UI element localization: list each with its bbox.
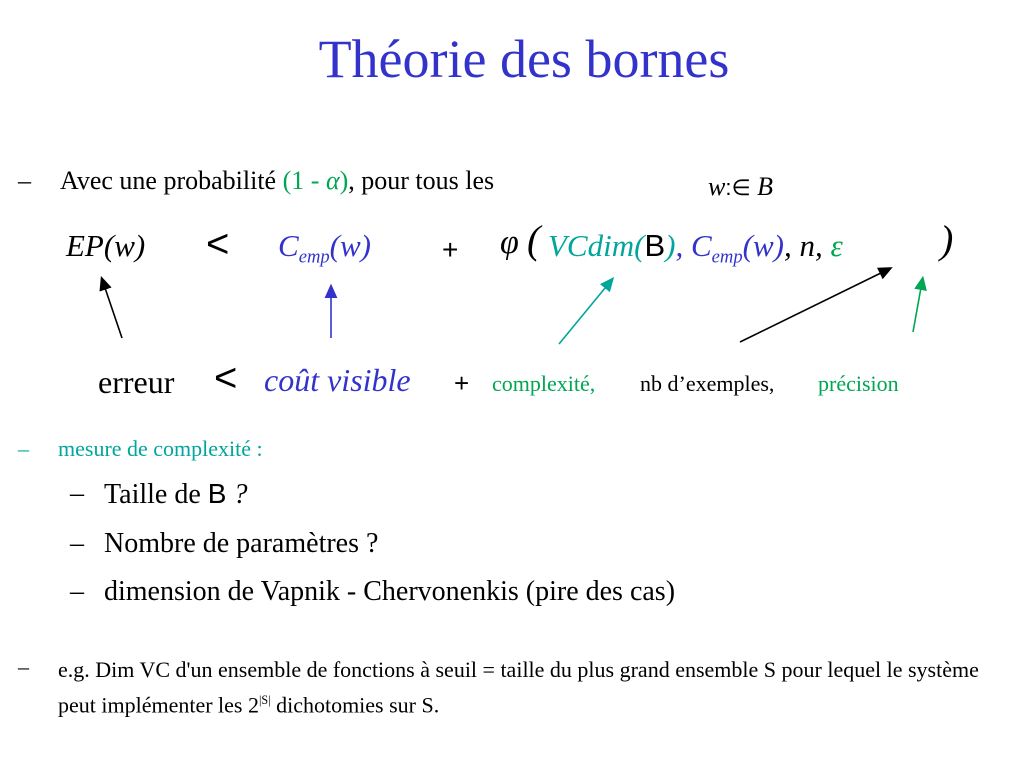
- comma: ,: [675, 228, 691, 263]
- nb-exemples-label: nb d’exemples,: [640, 371, 775, 396]
- phi-symbol: φ: [500, 224, 519, 261]
- ep-w: EP(w): [66, 228, 146, 263]
- vcdim-B: B: [644, 228, 666, 263]
- alpha-symbol: α: [325, 166, 340, 195]
- example-text: e.g. Dim VC d'un ensemble de fonctions à seuil = taille du plus grand ensemble S pour lequel le système peut implémenter les 2: [58, 657, 979, 718]
- bullet-example: [58, 654, 998, 720]
- bullet-dash: –: [18, 166, 31, 195]
- alpha-close: ): [339, 166, 349, 195]
- c-emp-w: [278, 228, 371, 269]
- paren-open: (: [527, 217, 541, 262]
- bullet-probability: [60, 166, 494, 196]
- precision-label: précision: [818, 371, 899, 396]
- subbullet-text: Taille de: [104, 479, 208, 510]
- B-symbol: B: [207, 478, 227, 509]
- w-arg: (w): [329, 228, 371, 263]
- question-mark: ?: [226, 479, 248, 510]
- bullet-complexity-measure: mesure de complexité :: [58, 436, 263, 461]
- alpha-open: (1 -: [282, 166, 326, 195]
- B-symbol: B: [757, 172, 774, 201]
- element-of-symbol: :∈: [725, 175, 751, 200]
- subbullet-dash: –: [70, 528, 84, 559]
- less-than: <: [206, 222, 230, 266]
- epsilon-symbol: ε: [830, 228, 843, 263]
- w-symbol: w: [708, 172, 726, 201]
- emp-subscript: emp: [298, 246, 330, 268]
- exponent-S: |S|: [259, 693, 271, 707]
- n-part: , n,: [783, 228, 831, 263]
- arrow-ep: [103, 282, 122, 338]
- vcdim-close: ): [665, 228, 676, 263]
- w-arg-2: (w): [742, 228, 784, 263]
- vcdim: [548, 228, 675, 263]
- subbullet-dash: –: [70, 478, 84, 509]
- C-symbol: C: [278, 228, 299, 263]
- arrow-epsilon: [913, 282, 922, 332]
- w-in-B: [708, 172, 773, 202]
- bullet-text-suffix: , pour tous les: [348, 166, 495, 195]
- bullet-text: Avec une probabilité: [60, 166, 283, 195]
- cout-visible-label: coût visible: [264, 362, 411, 398]
- subbullet-parametres: Nombre de paramètres ?: [104, 528, 379, 559]
- slide-title: Théorie des bornes: [318, 29, 730, 89]
- C-symbol-2: C: [690, 228, 712, 263]
- plus-sign: +: [442, 234, 459, 265]
- vcdim-label: VCdim(: [548, 228, 645, 263]
- erreur-label: erreur: [98, 364, 175, 400]
- subbullet-dash: –: [70, 576, 84, 607]
- readout-less-than: <: [214, 356, 238, 400]
- paren-close: ): [940, 217, 954, 262]
- example-text-end: dichotomies sur S.: [270, 692, 440, 718]
- alpha-probability: [283, 166, 349, 195]
- readout-plus: +: [454, 368, 470, 398]
- subbullet-taille: [104, 478, 247, 511]
- c-emp-w-2: [690, 228, 784, 268]
- bullet-dash: –: [18, 436, 29, 461]
- phi-arguments: [548, 228, 843, 269]
- subbullet-vapnik: dimension de Vapnik - Chervonenkis (pire des cas): [104, 576, 676, 607]
- complexite-label: complexité,: [492, 371, 596, 396]
- bullet-dash: –: [18, 654, 29, 679]
- emp-subscript-2: emp: [711, 246, 743, 268]
- arrow-vcdim: [559, 282, 610, 344]
- arrow-n: [740, 270, 887, 342]
